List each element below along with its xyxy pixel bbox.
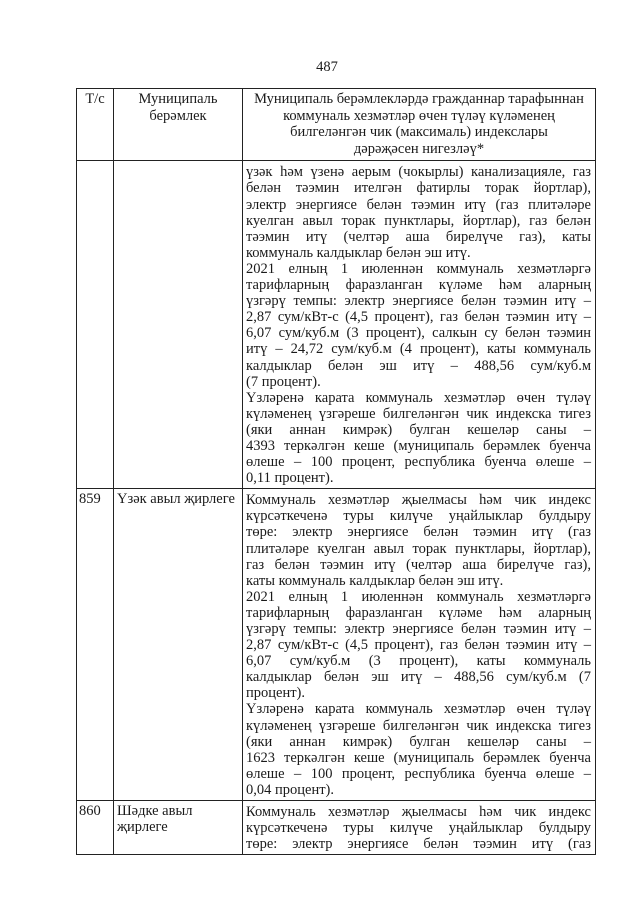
text-line: өлеше – 100 процент, республика буенча өлеше –	[246, 765, 591, 782]
text-line: 2021 елның 1 июленнән коммуналь хезмәтләргә	[246, 588, 591, 605]
text-line: белән тәэмин ителгән фатирлы торак йортлар),	[246, 180, 591, 197]
text-line: төре: электр энергиясе белән тәэмин итү (газ	[246, 524, 591, 541]
text-line: күләменең үзгәреше билгеләнгән чик индекска тигез	[246, 717, 591, 734]
header-municipality	[114, 89, 243, 161]
cell-number	[77, 161, 114, 489]
cell-justification	[243, 801, 596, 855]
text-line: 6,07 сум/куб.м (3 процент), салкын су белән тәэмин	[246, 325, 591, 342]
text-line: процент).	[246, 685, 306, 702]
text-line: Коммуналь хезмәтләр җыелмасы һәм чик индекс	[246, 804, 591, 821]
paragraph	[246, 164, 591, 261]
text-line: күләменең үзгәреше билгеләнгән чик индекска тигез	[246, 405, 591, 422]
table-header-row	[77, 89, 596, 161]
text-line: Үзләренә карата коммуналь хезмәтләр өчен түләү	[246, 389, 591, 406]
paragraph	[246, 589, 591, 702]
text-line: 2,87 сум/кВт-с (4,5 процент), газ белән тәэмин итү –	[246, 309, 591, 326]
text-line: куелган авыл торак пунктлары, йортлар), газ белән	[246, 212, 591, 229]
text-line: 2,87 сум/кВт-с (4,5 процент), газ белән тәэмин итү –	[246, 637, 591, 654]
text-line: электр энергиясе белән тәэмин итү (газ плитәләре	[246, 196, 591, 213]
text-line: күрсәткеченә туры килүче уңайлыклар булдыру	[246, 508, 591, 525]
cell-number	[77, 801, 114, 855]
text-line: 6,07 сум/куб.м (3 процент), каты коммуналь	[246, 653, 591, 670]
table-row	[77, 489, 596, 801]
paragraph	[246, 804, 591, 852]
cell-municipality	[114, 801, 243, 855]
paragraph	[246, 261, 591, 390]
paragraph	[246, 701, 591, 798]
text-line: тарифларның фаразланган күләме һәм аларның	[246, 604, 591, 621]
header-justification	[243, 89, 596, 161]
text-line: 2021 елның 1 июленнән коммуналь хезмәтләргә	[246, 260, 591, 277]
text-line: газ белән тәэмин итү (челтәр аша бирелүче газ),	[246, 556, 591, 573]
text-line: коммуналь калдыклар белән эш итү.	[246, 244, 471, 261]
text-line: үзгәрү темпы: электр энергиясе белән тәэмин итү –	[246, 293, 591, 310]
paragraph	[246, 390, 591, 487]
cell-municipality	[114, 489, 243, 801]
text-line: (яки аннан кимрәк) булган кешеләр саны –	[246, 421, 591, 438]
table-row	[77, 801, 596, 855]
paragraph	[246, 492, 591, 589]
header-justification-line: коммуналь хезмәтләр өчен түләү күләменең	[283, 107, 555, 124]
text-line: плитәләре куелган авыл торак пунктлары, йортлар),	[246, 540, 591, 557]
page-number: 487	[316, 59, 338, 75]
row-number: 860	[79, 803, 101, 820]
text-line: тарифларның фаразланган күләме һәм аларның	[246, 277, 591, 294]
text-line: Үзләренә карата коммуналь хезмәтләр өчен түләү	[246, 701, 591, 718]
text-line: 4393 теркәлгән кеше (муниципаль берәмлек буенча	[246, 437, 591, 454]
header-justification-line: Муниципаль берәмлекләрдә гражданнар тарафыннан	[254, 91, 584, 107]
text-line: итү – 24,72 сум/куб.м (4 процент), каты коммуналь	[246, 341, 591, 358]
table-row	[77, 161, 596, 489]
cell-justification	[243, 161, 596, 489]
text-line: өлеше – 100 процент, республика буенча өлеше –	[246, 454, 591, 471]
text-line: үзәк һәм үзенә аерым (чокырлы) канализацияле, газ	[246, 164, 591, 181]
text-line: (7 процент).	[246, 373, 321, 390]
header-justification-line: дәрәҗәсен нигезләү*	[353, 140, 485, 157]
cell-justification	[243, 489, 596, 801]
municipal-index-table	[76, 88, 596, 855]
text-line: төре: электр энергиясе белән тәэмин итү (газ	[246, 836, 591, 853]
header-municipality-line: Муниципаль	[138, 91, 218, 107]
row-number: 859	[79, 491, 101, 508]
text-line: калдыклар белән эш итү – 488,56 сум/куб.м	[246, 357, 591, 374]
text-line: 0,04 процент).	[246, 781, 335, 798]
cell-municipality	[114, 161, 243, 489]
header-municipality-line: берәмлек	[149, 107, 207, 124]
municipality-name: Үзәк авыл җирлеге	[117, 491, 235, 508]
text-line: калдыклар белән эш итү – 488,56 сум/куб.м (7	[246, 669, 591, 686]
text-line: каты коммуналь калдыклар белән эш итү.	[246, 572, 504, 589]
text-line: үзгәрү темпы: электр энергиясе белән тәэмин итү –	[246, 621, 591, 637]
header-number	[77, 89, 114, 161]
municipality-name: Шәдке авыл	[117, 803, 193, 820]
header-number-label: Т/с	[85, 91, 105, 107]
text-line: Коммуналь хезмәтләр җыелмасы һәм чик индекс	[246, 492, 591, 509]
municipality-name: җирлеге	[117, 819, 168, 836]
text-line: тәэмин итү (челтәр аша бирелүче газ), каты	[246, 228, 591, 245]
header-justification-line: билгеләнгән чик (максималь) индекслары	[290, 124, 548, 141]
text-line: 0,11 процент).	[246, 470, 334, 487]
text-line: (яки аннан кимрәк) булган кешеләр саны –	[246, 733, 591, 750]
cell-number	[77, 489, 114, 801]
text-line: 1623 теркәлгән кеше (муниципаль берәмлек буенча	[246, 749, 591, 766]
text-line: күрсәткеченә туры килүче уңайлыклар булдыру	[246, 820, 591, 837]
